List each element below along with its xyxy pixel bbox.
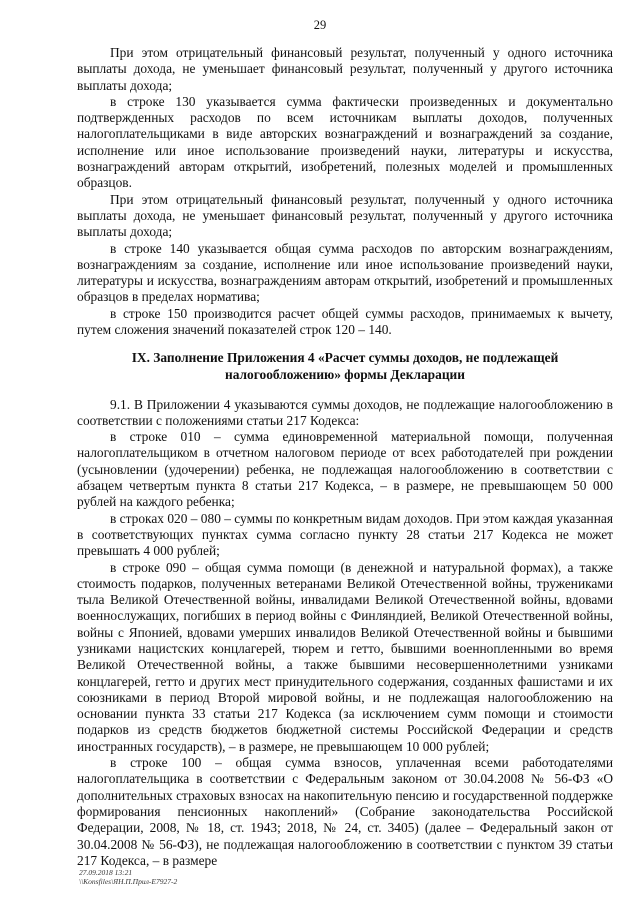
- section-heading: IX. Заполнение Приложения 4 «Расчет суммы доходов, не подлежащей налогообложению» формы Декларации: [131, 350, 559, 382]
- document-body: [77, 45, 613, 869]
- paragraph: в строке 100 – общая сумма взносов, уплаченная всеми работодателями налогоплательщика в соответствии с Федеральным законом от 30.04.2008 № 56-ФЗ «О дополнительных страховых взносах на накопительную пенсию и государственной поддержке формирования пенсионных накоплений» (Собрание законодательства Российской Федерации, 2008, № 18, ст. 1943; 2018, № 24, ст. 3405) (далее – Федеральный закон от 30.04.2008 № 56-ФЗ), не подлежащая налогообложению в соответствии с пунктом 39 статьи 217 Кодекса, – в размере: [77, 755, 613, 868]
- paragraph: в строке 150 производится расчет общей суммы расходов, принимаемых к вычету, путем сложения значений показателей строк 120 – 140.: [77, 305, 613, 338]
- page-number: 29: [313, 18, 327, 32]
- paragraph: При этом отрицательный финансовый результат, полученный у одного источника выплаты дохода, не уменьшает финансовый результат, полученный у другого источника выплаты дохода;: [77, 191, 613, 240]
- paragraph: в строке 090 – общая сумма помощи (в денежной и натуральной формах), а также стоимость подарков, полученных ветеранами Великой Отечественной войны, тружениками тыла Великой Отечественной войны, инвалидами Великой Отечественной войны, вдовами военнослужащих, погибших в период войны с Финляндией, Великой Отечественной войны, войны с Японией, вдовами умерших инвалидов Великой Отечественной войны и бывшими узниками нацистских концлагерей, тюрем и гетто, бывшими военнопленными во время Великой Отечественной войны, а также бывшими несовершеннолетними узниками концлагерей, гетто и других мест принудительного содержания, созданных фашистами и их союзниками в период Второй мировой войны, и не подлежащая налогообложению на основании пункта 33 статьи 217 Кодекса (за исключением сумм помощи и стоимости подарков из средств бюджетов бюджетной системы Российской Федерации и средств иностранных государств), – в размере, не превышающем 10 000 рублей;: [77, 559, 613, 754]
- footer-file-path: \\Konsfiles\ЯН.П.Прил-E7927-2: [79, 877, 178, 886]
- paragraph: в строке 130 указывается сумма фактически произведенных и документально подтвержденных расходов по всем источникам выплаты доходов, полученных налогоплательщиками в виде авторских вознаграждений и вознаграждений за создание, исполнение или иное использование произведений науки, литературы и искусства, вознаграждений авторам открытий, изобретений, полезных моделей и промышленных образцов.: [77, 93, 613, 191]
- paragraph: в строке 140 указывается общая сумма расходов по авторским вознаграждениям, вознаграждениям за создание, исполнение или иное использование произведений науки, литературы и искусства, вознаграждениям авторам открытий, изобретений и промышленных образцов в пределах норматива;: [77, 240, 613, 305]
- file-stamp-footer: [79, 868, 177, 886]
- paragraph: в строке 010 – сумма единовременной материальной помощи, полученная налогоплательщиком в отчетном налоговом периоде от всех работодателей при рождении (усыновлении (удочерении) ребенка, не подлежащая налогообложению в соответствии с абзацем четвертым пункта 8 статьи 217 Кодекса, – в размере, не превышающем 50 000 рублей на каждого ребенка;: [77, 429, 613, 510]
- paragraph: При этом отрицательный финансовый результат, полученный у одного источника выплаты дохода, не уменьшает финансовый результат, полученный у другого источника выплаты дохода;: [77, 45, 613, 93]
- paragraph: 9.1. В Приложении 4 указываются суммы доходов, не подлежащие налогообложению в соответствии с положениями статьи 217 Кодекса:: [77, 396, 613, 428]
- paragraph: в строках 020 – 080 – суммы по конкретным видам доходов. При этом каждая указанная в соответствующих пунктах сумма согласно пункту 28 статьи 217 Кодекса не может превышать 4 000 рублей;: [77, 510, 613, 559]
- footer-timestamp: 27.09.2018 13:21: [79, 868, 133, 877]
